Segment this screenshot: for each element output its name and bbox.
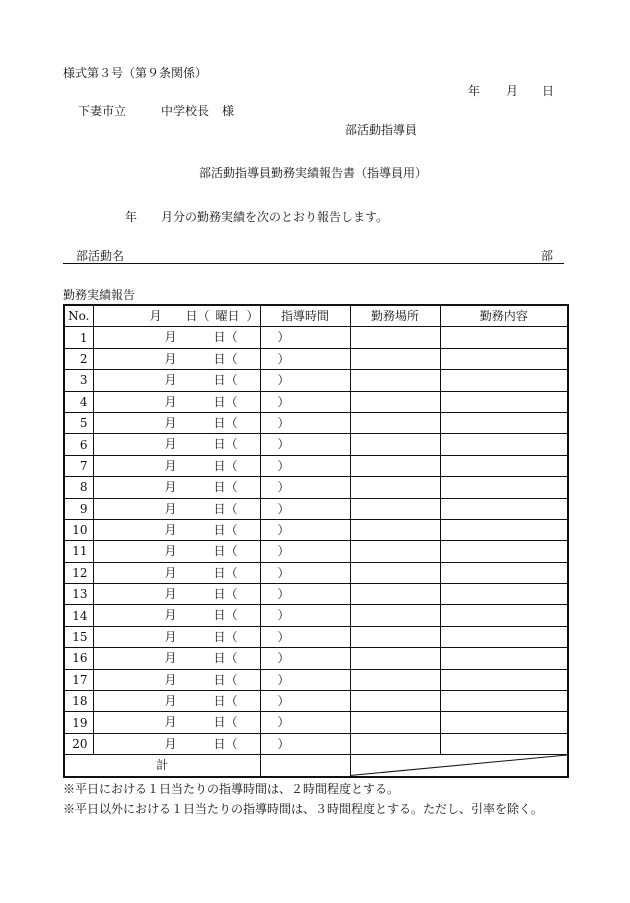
row-place-cell[interactable]: [350, 519, 440, 540]
row-hours-cell[interactable]: [260, 584, 350, 605]
table-row: [64, 370, 568, 391]
row-close-label: ）: [277, 736, 290, 751]
row-hours-cell[interactable]: [260, 477, 350, 498]
row-day-label: 日（: [213, 458, 238, 473]
row-content-cell[interactable]: [440, 412, 568, 433]
row-place-cell[interactable]: [350, 348, 440, 369]
row-close-label: ）: [277, 651, 290, 666]
row-content-cell[interactable]: [440, 648, 568, 669]
row-place-cell[interactable]: [350, 327, 440, 348]
row-day-label: 日（: [213, 651, 238, 666]
row-close-label: ）: [277, 458, 290, 473]
row-month-label: 月: [164, 694, 177, 709]
table-row: [64, 434, 568, 455]
table-row: [64, 455, 568, 476]
row-date-cell[interactable]: [93, 733, 290, 754]
row-place-cell[interactable]: [350, 691, 440, 712]
header-month: 月: [149, 309, 162, 323]
row-place-cell[interactable]: [350, 626, 440, 647]
row-month-label: 月: [164, 437, 177, 452]
row-hours-cell[interactable]: [260, 370, 350, 391]
row-month-label: 月: [164, 480, 177, 495]
row-close-label: ）: [277, 330, 290, 345]
row-hours-cell[interactable]: [260, 626, 350, 647]
table-row: [64, 691, 568, 712]
date-month-label: 月: [506, 84, 519, 98]
diagonal-line: [351, 755, 568, 775]
row-place-cell[interactable]: [350, 669, 440, 690]
row-month-label: 月: [164, 608, 177, 623]
row-place-cell[interactable]: [350, 434, 440, 455]
header-weekday: 曜日: [215, 309, 240, 323]
row-place-cell[interactable]: [350, 541, 440, 562]
work-record-table: [63, 304, 569, 778]
row-day-label: 日（: [213, 522, 238, 537]
row-close-label: ）: [277, 501, 290, 516]
row-month-label: 月: [164, 351, 177, 366]
table-row: [64, 733, 568, 754]
row-day-label: 日（: [213, 715, 238, 730]
row-date-cell[interactable]: [93, 562, 290, 583]
row-date-cell[interactable]: [93, 712, 290, 733]
row-day-label: 日（: [213, 437, 238, 452]
row-day-label: 日（: [213, 629, 238, 644]
addressee-school: 中学校長: [161, 104, 210, 118]
row-hours-cell[interactable]: [260, 348, 350, 369]
row-number: 12: [64, 562, 93, 583]
row-month-label: 月: [164, 415, 177, 430]
row-place-cell[interactable]: [350, 370, 440, 391]
row-day-label: 日（: [213, 330, 238, 345]
row-content-cell[interactable]: [440, 327, 568, 348]
row-hours-cell[interactable]: [260, 691, 350, 712]
row-content-cell[interactable]: [440, 519, 568, 540]
row-close-label: ）: [277, 672, 290, 687]
section-title: 勤務実績報告: [63, 288, 136, 302]
row-month-label: 月: [164, 522, 177, 537]
row-date-cell[interactable]: [93, 626, 290, 647]
row-close-label: ）: [277, 522, 290, 537]
table-row: [64, 669, 568, 690]
row-number: 16: [64, 648, 93, 669]
row-number: 15: [64, 626, 93, 647]
table-row: [64, 712, 568, 733]
row-place-cell[interactable]: [350, 605, 440, 626]
row-place-cell[interactable]: [350, 584, 440, 605]
row-place-cell[interactable]: [350, 712, 440, 733]
row-date-cell[interactable]: [93, 691, 290, 712]
row-month-label: 月: [164, 458, 177, 473]
club-suffix: 部: [541, 249, 554, 263]
row-day-label: 日（: [213, 672, 238, 687]
table-row: [64, 519, 568, 540]
row-hours-cell[interactable]: [260, 519, 350, 540]
header-close: ）: [246, 309, 259, 323]
table-row: [64, 541, 568, 562]
row-close-label: ）: [277, 544, 290, 559]
header-day: 日（: [185, 309, 210, 323]
table-row: [64, 391, 568, 412]
row-number: 3: [64, 370, 93, 391]
row-hours-cell[interactable]: [260, 434, 350, 455]
row-hours-cell[interactable]: [260, 541, 350, 562]
row-day-label: 日（: [213, 501, 238, 516]
row-month-label: 月: [164, 565, 177, 580]
row-month-label: 月: [164, 373, 177, 388]
row-content-cell[interactable]: [440, 605, 568, 626]
table-row: [64, 477, 568, 498]
row-hours-cell[interactable]: [260, 562, 350, 583]
row-hours-cell[interactable]: [260, 648, 350, 669]
row-close-label: ）: [277, 480, 290, 495]
total-diagonal-cell: [350, 755, 568, 777]
row-number: 2: [64, 348, 93, 369]
row-number: 19: [64, 712, 93, 733]
row-day-label: 日（: [213, 351, 238, 366]
row-month-label: 月: [164, 544, 177, 559]
row-close-label: ）: [277, 373, 290, 388]
row-number: 18: [64, 691, 93, 712]
row-number: 4: [64, 391, 93, 412]
row-date-cell[interactable]: [93, 455, 290, 476]
addressee-honorific: 様: [222, 104, 235, 118]
row-number: 7: [64, 455, 93, 476]
table-row: [64, 562, 568, 583]
row-date-cell[interactable]: [93, 412, 290, 433]
date-year-label: 年: [468, 84, 481, 98]
row-close-label: ）: [277, 415, 290, 430]
row-date-cell[interactable]: [93, 669, 290, 690]
row-hours-cell[interactable]: [260, 455, 350, 476]
row-month-label: 月: [164, 394, 177, 409]
row-day-label: 日（: [213, 544, 238, 559]
row-content-cell[interactable]: [440, 498, 568, 519]
addressee-city: 下妻市立: [78, 104, 127, 118]
row-hours-cell[interactable]: [260, 733, 350, 754]
row-hours-cell[interactable]: [260, 712, 350, 733]
row-place-cell[interactable]: [350, 498, 440, 519]
table-row: [64, 327, 568, 348]
row-content-cell[interactable]: [440, 348, 568, 369]
row-hours-cell[interactable]: [260, 498, 350, 519]
row-close-label: ）: [277, 629, 290, 644]
row-number: 20: [64, 733, 93, 754]
note-weekday: ※平日における１日当たりの指導時間は、２時間程度とする。: [63, 782, 400, 796]
row-date-cell[interactable]: [93, 584, 290, 605]
row-content-cell[interactable]: [440, 669, 568, 690]
row-month-label: 月: [164, 672, 177, 687]
row-number: 17: [64, 669, 93, 690]
row-content-cell[interactable]: [440, 626, 568, 647]
row-month-label: 月: [164, 330, 177, 345]
table-row: [64, 498, 568, 519]
row-close-label: ）: [277, 437, 290, 452]
row-content-cell[interactable]: [440, 691, 568, 712]
row-day-label: 日（: [213, 415, 238, 430]
row-number: 6: [64, 434, 93, 455]
row-date-cell[interactable]: [93, 605, 290, 626]
row-close-label: ）: [277, 351, 290, 366]
row-date-cell[interactable]: [93, 434, 290, 455]
total-row: [64, 755, 568, 777]
row-date-cell[interactable]: [93, 391, 290, 412]
row-month-label: 月: [164, 715, 177, 730]
row-close-label: ）: [277, 715, 290, 730]
row-place-cell[interactable]: [350, 412, 440, 433]
row-date-cell[interactable]: [93, 370, 290, 391]
row-place-cell[interactable]: [350, 391, 440, 412]
row-number: 10: [64, 519, 93, 540]
row-content-cell[interactable]: [440, 733, 568, 754]
row-number: 5: [64, 412, 93, 433]
row-number: 11: [64, 541, 93, 562]
document-title: 部活動指導員勤務実績報告書（指導員用）: [199, 166, 428, 180]
date-day-label: 日: [542, 84, 555, 98]
row-day-label: 日（: [213, 694, 238, 709]
row-hours-cell[interactable]: [260, 605, 350, 626]
row-content-cell[interactable]: [440, 434, 568, 455]
row-date-cell[interactable]: [93, 541, 290, 562]
row-month-label: 月: [164, 587, 177, 602]
header-no: No.: [64, 305, 93, 327]
total-hours-cell[interactable]: [260, 755, 350, 777]
row-number: 14: [64, 605, 93, 626]
row-date-cell[interactable]: [93, 348, 290, 369]
row-content-cell[interactable]: [440, 712, 568, 733]
row-date-cell[interactable]: [93, 519, 290, 540]
row-close-label: ）: [277, 394, 290, 409]
row-day-label: 日（: [213, 587, 238, 602]
row-place-cell[interactable]: [350, 455, 440, 476]
row-hours-cell[interactable]: [260, 669, 350, 690]
row-content-cell[interactable]: [440, 370, 568, 391]
row-place-cell[interactable]: [350, 733, 440, 754]
row-close-label: ）: [277, 587, 290, 602]
row-content-cell[interactable]: [440, 455, 568, 476]
club-name-label: 部活動名: [76, 249, 125, 263]
row-hours-cell[interactable]: [260, 327, 350, 348]
row-content-cell[interactable]: [440, 477, 568, 498]
row-number: 1: [64, 327, 93, 348]
table-row: [64, 648, 568, 669]
row-month-label: 月: [164, 736, 177, 751]
row-place-cell[interactable]: [350, 648, 440, 669]
header-content: 勤務内容: [440, 305, 568, 327]
row-content-cell[interactable]: [440, 562, 568, 583]
table-row: [64, 626, 568, 647]
note-holiday: ※平日以外における１日当たりの指導時間は、３時間程度とする。ただし、引率を除く。: [63, 802, 543, 816]
header-hours: 指導時間: [260, 305, 350, 327]
row-month-label: 月: [164, 651, 177, 666]
row-day-label: 日（: [213, 565, 238, 580]
table-row: [64, 348, 568, 369]
row-number: 13: [64, 584, 93, 605]
row-month-label: 月: [164, 629, 177, 644]
row-close-label: ）: [277, 565, 290, 580]
row-hours-cell[interactable]: [260, 412, 350, 433]
intro-body: 月分の勤務実績を次のとおり報告します。: [161, 210, 389, 224]
intro-year: 年: [125, 210, 138, 224]
row-month-label: 月: [164, 501, 177, 516]
row-day-label: 日（: [213, 394, 238, 409]
row-date-cell[interactable]: [93, 477, 290, 498]
row-content-cell[interactable]: [440, 541, 568, 562]
row-day-label: 日（: [213, 480, 238, 495]
row-date-cell[interactable]: [93, 498, 290, 519]
club-name-underline: [63, 263, 564, 264]
row-close-label: ）: [277, 694, 290, 709]
row-day-label: 日（: [213, 608, 238, 623]
table-row: [64, 605, 568, 626]
row-day-label: 日（: [213, 736, 238, 751]
row-content-cell[interactable]: [440, 391, 568, 412]
sender-title: 部活動指導員: [345, 123, 418, 137]
form-number: 様式第３号（第９条関係）: [63, 66, 208, 80]
row-date-cell[interactable]: [93, 648, 290, 669]
table-row: [64, 584, 568, 605]
table-header-row: [64, 305, 568, 327]
row-date-cell[interactable]: [93, 327, 290, 348]
header-place: 勤務場所: [350, 305, 440, 327]
row-number: 8: [64, 477, 93, 498]
row-hours-cell[interactable]: [260, 391, 350, 412]
row-close-label: ）: [277, 608, 290, 623]
header-date: [93, 305, 260, 327]
table-row: [64, 412, 568, 433]
row-day-label: 日（: [213, 373, 238, 388]
row-content-cell[interactable]: [440, 584, 568, 605]
row-place-cell[interactable]: [350, 562, 440, 583]
total-label: 計: [64, 755, 260, 777]
row-place-cell[interactable]: [350, 477, 440, 498]
row-number: 9: [64, 498, 93, 519]
